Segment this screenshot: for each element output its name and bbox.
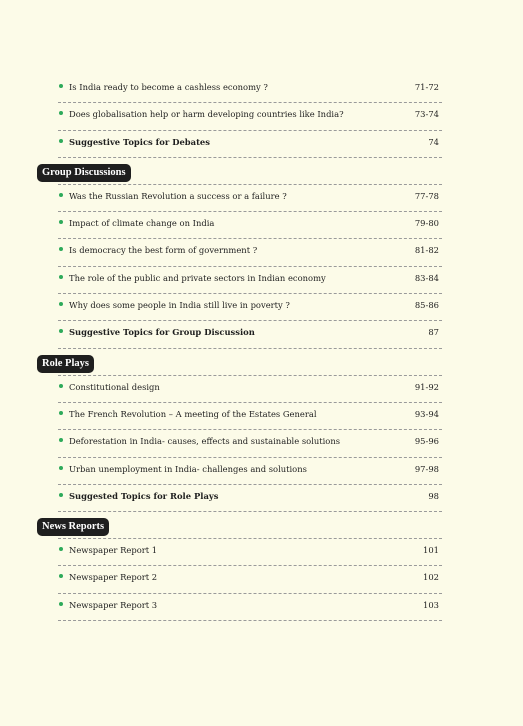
entry-title: Deforestation in India- causes, effects and sustainable solutions xyxy=(69,436,341,447)
toc-entry[interactable] xyxy=(58,594,442,621)
toc-entry[interactable] xyxy=(58,458,442,485)
toc-entry[interactable] xyxy=(58,131,442,158)
entry-pages: 87 xyxy=(428,327,439,338)
entry-pages: 97-98 xyxy=(414,463,439,474)
toc-entry[interactable] xyxy=(58,538,442,566)
entry-title: Newspaper Report 3 xyxy=(69,599,158,610)
toc-entry[interactable] xyxy=(58,184,442,212)
bullet-icon xyxy=(59,220,63,224)
entry-title: Was the Russian Revolution a success or a failure ? xyxy=(69,190,287,201)
entry-title: Urban unemployment in India- challenges and solutions xyxy=(69,463,307,474)
table-of-contents xyxy=(37,76,442,621)
entry-title: Impact of climate change on India xyxy=(69,218,215,229)
bullet-icon xyxy=(59,139,63,143)
bullet-icon xyxy=(59,547,63,551)
entry-pages: 77-78 xyxy=(414,190,439,201)
entry-title: Is democracy the best form of government ? xyxy=(69,245,258,256)
bullet-icon xyxy=(59,302,63,306)
bullet-icon xyxy=(59,602,63,606)
toc-entry[interactable] xyxy=(58,103,442,130)
entry-pages: 81-82 xyxy=(414,245,439,256)
entry-title: Constitutional design xyxy=(69,381,160,392)
entry-pages: 103 xyxy=(423,599,439,610)
entry-pages: 95-96 xyxy=(414,436,439,447)
entry-title: Suggestive Topics for Debates xyxy=(69,136,210,147)
section-label: Group Discussions xyxy=(37,164,131,182)
section-header-news-reports xyxy=(37,512,442,538)
entry-title: The role of the public and private sectors in Indian economy xyxy=(69,272,326,283)
section-label: News Reports xyxy=(37,518,109,536)
entry-pages: 74 xyxy=(428,136,439,147)
bullet-icon xyxy=(59,411,63,415)
entry-title: Newspaper Report 2 xyxy=(69,572,158,583)
entry-title: Is India ready to become a cashless economy ? xyxy=(69,82,268,92)
entry-pages: 83-84 xyxy=(414,272,439,283)
bullet-icon xyxy=(59,329,63,333)
bullet-icon xyxy=(59,438,63,442)
bullet-icon xyxy=(59,111,63,115)
bullet-icon xyxy=(59,84,63,88)
entry-pages: 93-94 xyxy=(414,408,439,419)
entry-pages: 102 xyxy=(423,572,439,583)
bullet-icon xyxy=(59,275,63,279)
toc-entry[interactable] xyxy=(58,294,442,321)
toc-entry[interactable] xyxy=(58,566,442,593)
entry-pages: 98 xyxy=(428,490,439,501)
entry-pages: 71-72 xyxy=(414,82,439,92)
toc-entry[interactable] xyxy=(58,76,442,103)
entry-title: Does globalisation help or harm developing countries like India? xyxy=(69,109,344,120)
entry-pages: 101 xyxy=(423,545,439,556)
entry-title: Newspaper Report 1 xyxy=(69,545,158,556)
entry-pages: 85-86 xyxy=(414,300,439,311)
entry-title: The French Revolution – A meeting of the Estates General xyxy=(69,408,317,419)
toc-entry[interactable] xyxy=(58,267,442,294)
toc-entry[interactable] xyxy=(58,430,442,457)
toc-entry[interactable] xyxy=(58,212,442,239)
toc-entry[interactable] xyxy=(58,375,442,403)
entry-pages: 79-80 xyxy=(414,218,439,229)
entry-title: Suggested Topics for Role Plays xyxy=(69,490,219,501)
entry-pages: 73-74 xyxy=(414,109,439,120)
bullet-icon xyxy=(59,574,63,578)
toc-entry[interactable] xyxy=(58,485,442,512)
bullet-icon xyxy=(59,247,63,251)
section-label: Role Plays xyxy=(37,355,94,373)
section-header-group-discussions xyxy=(37,158,442,184)
toc-entry[interactable] xyxy=(58,321,442,348)
bullet-icon xyxy=(59,466,63,470)
section-header-role-plays xyxy=(37,349,442,375)
bullet-icon xyxy=(59,493,63,497)
entry-title: Why does some people in India still live in poverty ? xyxy=(69,300,290,311)
entry-title: Suggestive Topics for Group Discussion xyxy=(69,327,255,338)
toc-entry[interactable] xyxy=(58,403,442,430)
bullet-icon xyxy=(59,384,63,388)
toc-entry[interactable] xyxy=(58,239,442,266)
bullet-icon xyxy=(59,193,63,197)
entry-pages: 91-92 xyxy=(414,381,439,392)
